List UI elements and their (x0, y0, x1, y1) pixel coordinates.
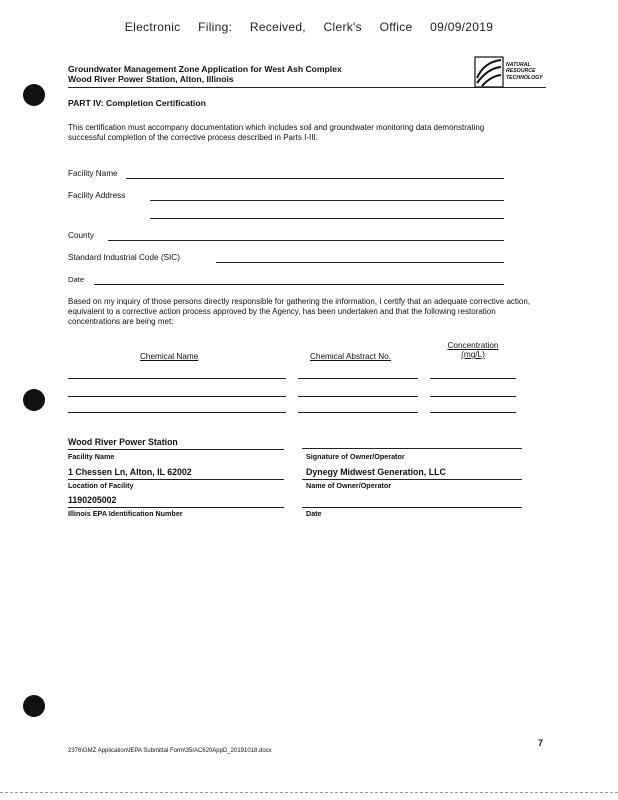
facility-address-line-2[interactable] (150, 218, 504, 219)
location-label: Location of Facility (68, 481, 134, 490)
owner-label: Name of Owner/Operator (306, 481, 392, 490)
facility-name-label: Facility Name (68, 169, 118, 178)
logo-line3: TECHNOLOGY (506, 74, 543, 81)
owner-value: Dynegy Midwest Generation, LLC (306, 467, 446, 477)
facility-address-line-1[interactable] (150, 200, 504, 201)
doc-title-line2: Wood River Power Station, Alton, Illinois (68, 74, 234, 84)
cas-line-1[interactable] (298, 378, 418, 379)
cas-line-3[interactable] (298, 412, 418, 413)
punch-hole (23, 389, 45, 411)
col-concentration-line1: Concentration (447, 341, 499, 350)
chem-name-line-2[interactable] (68, 396, 286, 397)
epa-id-label: Illinois EPA Identification Number (68, 509, 183, 518)
sic-label: Standard Industrial Code (SIC) (68, 253, 180, 262)
chem-name-line-1[interactable] (68, 378, 286, 379)
logo-line1: NATURAL (506, 62, 531, 68)
signature-label: Signature of Owner/Operator (306, 452, 405, 461)
sic-line[interactable] (216, 262, 504, 263)
conc-line-1[interactable] (430, 378, 516, 379)
sig-date-label: Date (306, 509, 322, 518)
signature-line[interactable] (302, 448, 522, 449)
footer-file-path: 2376\GMZ Application\IEPA Submittal Form\35IAC620AppD_20191018.docx (68, 748, 272, 754)
col-cas-number: Chemical Abstract No. (310, 352, 391, 361)
header-rule (68, 87, 546, 88)
part-title: PART IV: Completion Certification (68, 98, 206, 108)
punch-hole (23, 84, 45, 106)
col-concentration (430, 341, 516, 359)
col-concentration-line2: (mg/L) (461, 350, 485, 359)
company-logo (474, 56, 548, 88)
date-label: Date (68, 275, 85, 284)
sig-location-line (68, 479, 284, 480)
page-number: 7 (538, 738, 544, 748)
filing-stamp: Electronic Filing: Received, Clerk's Office 09/09/2019 (124, 20, 494, 34)
date-line[interactable] (94, 284, 504, 285)
sig-facility-line (68, 449, 284, 450)
col-chemical-name: Chemical Name (140, 352, 199, 361)
sig-epa-line (68, 507, 284, 508)
facility-name-value: Wood River Power Station (68, 437, 178, 447)
logo-line2: RESOURCE (506, 68, 536, 75)
county-line[interactable] (108, 240, 504, 241)
doc-title (68, 64, 342, 84)
location-value: 1 Chessen Ln, Alton, IL 62002 (68, 467, 192, 477)
epa-id-value: 1190205002 (68, 495, 117, 505)
punch-hole (23, 695, 45, 717)
conc-line-3[interactable] (430, 412, 516, 413)
logo-mark-icon (474, 56, 504, 88)
chem-name-line-3[interactable] (68, 412, 286, 413)
intro-paragraph: This certification must accompany documentation which includes soil and groundwater monitoring data demonstrating successful completion of the corrective process described in Parts I-III. (68, 123, 485, 142)
facility-address-label: Facility Address (68, 191, 126, 200)
sig-date-line[interactable] (302, 507, 522, 508)
conc-line-2[interactable] (430, 396, 516, 397)
facility-name-sub-label: Facility Name (68, 452, 115, 461)
county-label: County (68, 231, 94, 240)
certify-paragraph: Based on my inquiry of those persons directly responsible for gathering the information, I certify that an adequate corrective action, equivalent to a corrective action process approved by the Agency, has been undertaken and that the following restoration concentrations are being met: (68, 297, 531, 326)
scan-edge (0, 792, 618, 793)
cas-line-2[interactable] (298, 396, 418, 397)
doc-title-line1: Groundwater Management Zone Application for West Ash Complex (68, 64, 342, 74)
facility-name-line[interactable] (126, 178, 504, 179)
owner-line (302, 479, 522, 480)
